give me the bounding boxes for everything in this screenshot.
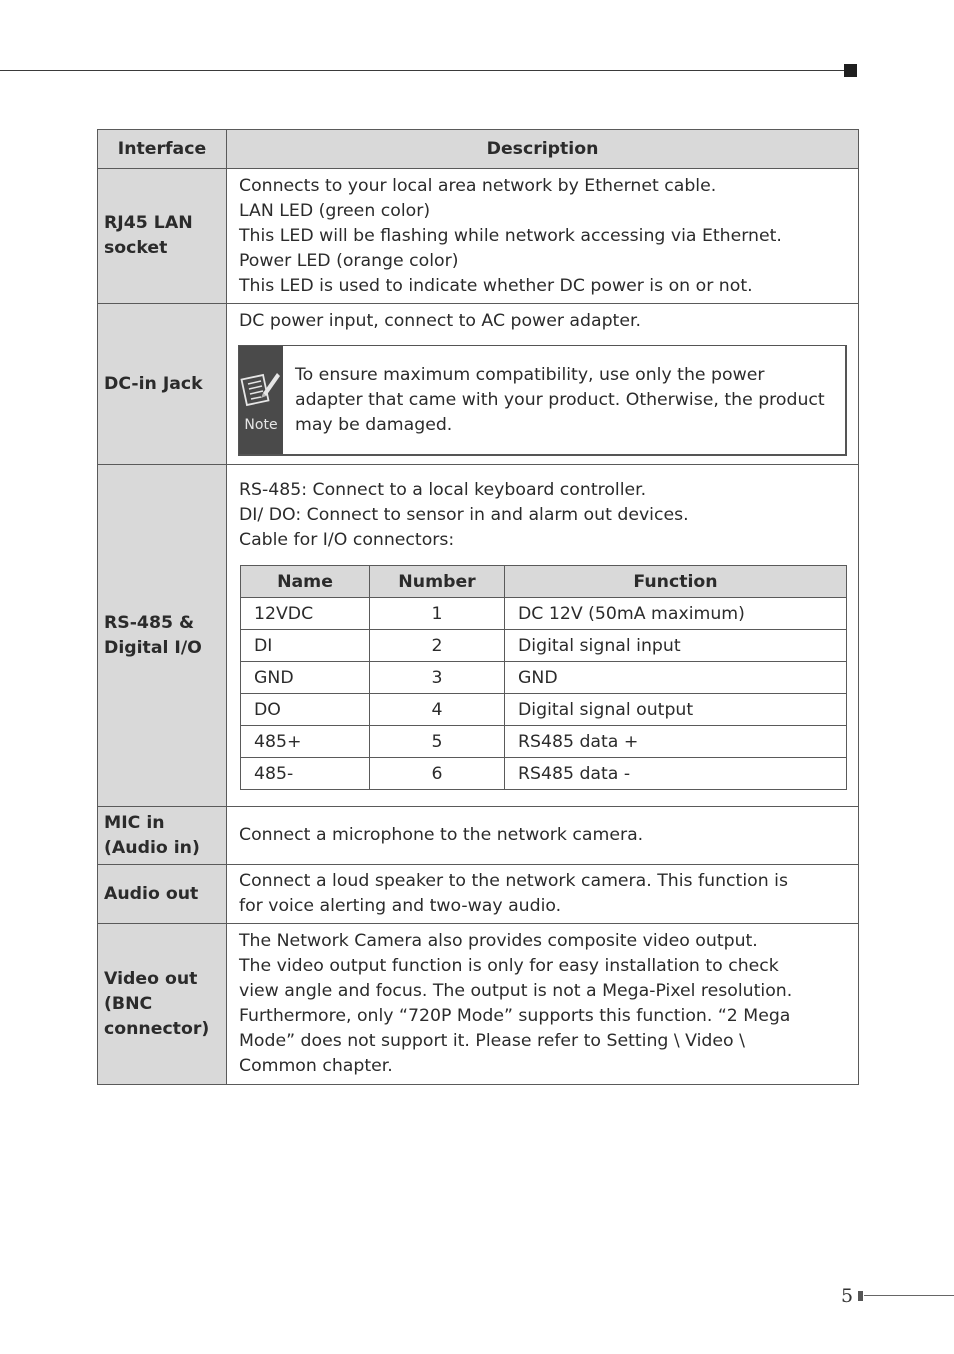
iface-name-line: RS-485 &: [104, 612, 195, 633]
iface-name-line: (Audio in): [104, 837, 200, 858]
iface-dcin: [98, 304, 227, 465]
iface-name-line: Video out: [104, 968, 198, 989]
pin-row: [241, 694, 847, 726]
pin-row: [241, 758, 847, 790]
pin-row: [241, 726, 847, 758]
pin-header-function: Function: [505, 566, 847, 598]
iface-name-line: connector): [104, 1018, 210, 1039]
iface-rs485: [98, 465, 227, 807]
pin-number: 2: [370, 630, 505, 662]
pin-function: RS485 data +: [505, 726, 847, 758]
pin-function: Digital signal output: [505, 694, 847, 726]
desc-line: view angle and focus. The output is not a Mega-Pixel resolution.: [239, 981, 793, 1001]
pin-header-row: [241, 566, 847, 598]
iface-audio: [98, 865, 227, 924]
desc-rs485: [227, 465, 859, 807]
pin-header-name: Name: [241, 566, 370, 598]
iface-name-line: socket: [104, 238, 168, 258]
iface-name-line: Digital I/O: [104, 637, 202, 658]
desc-line: This LED will be flashing while network accessing via Ethernet.: [239, 225, 782, 246]
note-box: [238, 345, 847, 456]
iface-mic: [98, 807, 227, 865]
pin-name: 485-: [241, 758, 370, 790]
iface-name-line: MIC in: [104, 812, 165, 833]
desc-line: Connect a loud speaker to the network camera. This function is: [239, 871, 788, 891]
pin-header-number: Number: [370, 566, 505, 598]
iface-rj45: [98, 169, 227, 304]
page-number-marker: [858, 1291, 863, 1301]
iface-name-line: DC-in Jack: [104, 373, 203, 394]
pin-name: 485+: [241, 726, 370, 758]
pin-row: [241, 662, 847, 694]
desc-line: Common chapter.: [239, 1056, 393, 1076]
top-square-marker: [844, 64, 857, 77]
pin-name: GND: [241, 662, 370, 694]
pin-number: 5: [370, 726, 505, 758]
row-rs485: [98, 465, 859, 807]
pin-row: [241, 598, 847, 630]
pin-number: 1: [370, 598, 505, 630]
desc-rj45: [227, 169, 859, 304]
header-description: Description: [227, 130, 859, 169]
desc-line: The Network Camera also provides composite video output.: [239, 931, 758, 951]
desc-line: Furthermore, only “720P Mode” supports this function. “2 Mega: [239, 1006, 791, 1026]
pin-name: DO: [241, 694, 370, 726]
pin-function: GND: [505, 662, 847, 694]
note-label: Note: [244, 417, 278, 433]
desc-line: This LED is used to indicate whether DC power is on or not.: [239, 275, 753, 296]
desc-line: Power LED (orange color): [239, 250, 459, 271]
note-text: [283, 346, 845, 454]
pin-number: 6: [370, 758, 505, 790]
header-interface: Interface: [98, 130, 227, 169]
desc-line: LAN LED (green color): [239, 200, 431, 221]
pin-function: DC 12V (50mA maximum): [505, 598, 847, 630]
interface-table: [97, 129, 859, 1085]
desc-line: The video output function is only for easy installation to check: [239, 956, 779, 976]
desc-line: DI/ DO: Connect to sensor in and alarm out devices.: [239, 505, 689, 525]
pin-name: DI: [241, 630, 370, 662]
row-dcin: [98, 304, 859, 465]
page-number: 5: [841, 1285, 854, 1307]
desc-line: Cable for I/O connectors:: [239, 530, 455, 550]
pin-name: 12VDC: [241, 598, 370, 630]
desc-video: [227, 924, 859, 1085]
desc-line: RS-485: Connect to a local keyboard controller.: [239, 480, 647, 500]
pin-function: RS485 data -: [505, 758, 847, 790]
pin-function: Digital signal input: [505, 630, 847, 662]
desc-mic: [227, 807, 859, 865]
row-rj45: [98, 169, 859, 304]
pin-row: [241, 630, 847, 662]
note-icon-box: [239, 346, 283, 454]
row-audio: [98, 865, 859, 924]
pin-number: 4: [370, 694, 505, 726]
note-pen-icon: [239, 367, 283, 411]
desc-audio: [227, 865, 859, 924]
pin-table: [240, 565, 847, 790]
header-row: [98, 130, 859, 169]
iface-video: [98, 924, 227, 1085]
row-video: [98, 924, 859, 1085]
iface-name-line: RJ45 LAN: [104, 213, 193, 233]
desc-line: Mode” does not support it. Please refer to Setting \ Video \: [239, 1031, 745, 1051]
top-rule: [0, 70, 845, 71]
pin-number: 3: [370, 662, 505, 694]
row-mic: [98, 807, 859, 865]
iface-name-line: (BNC: [104, 993, 153, 1014]
desc-line: Connects to your local area network by Ethernet cable.: [239, 175, 717, 196]
desc-dcin: [227, 304, 859, 465]
page-number-rule: [864, 1295, 954, 1296]
desc-line: Connect a microphone to the network camera.: [239, 825, 644, 845]
desc-line: for voice alerting and two-way audio.: [239, 896, 562, 916]
iface-name-line: Audio out: [104, 883, 199, 904]
desc-line: DC power input, connect to AC power adapter.: [239, 311, 641, 331]
note-text-content: To ensure maximum compatibility, use only the power adapter that came with your product. Otherwise, the product may be damaged.: [295, 364, 825, 435]
